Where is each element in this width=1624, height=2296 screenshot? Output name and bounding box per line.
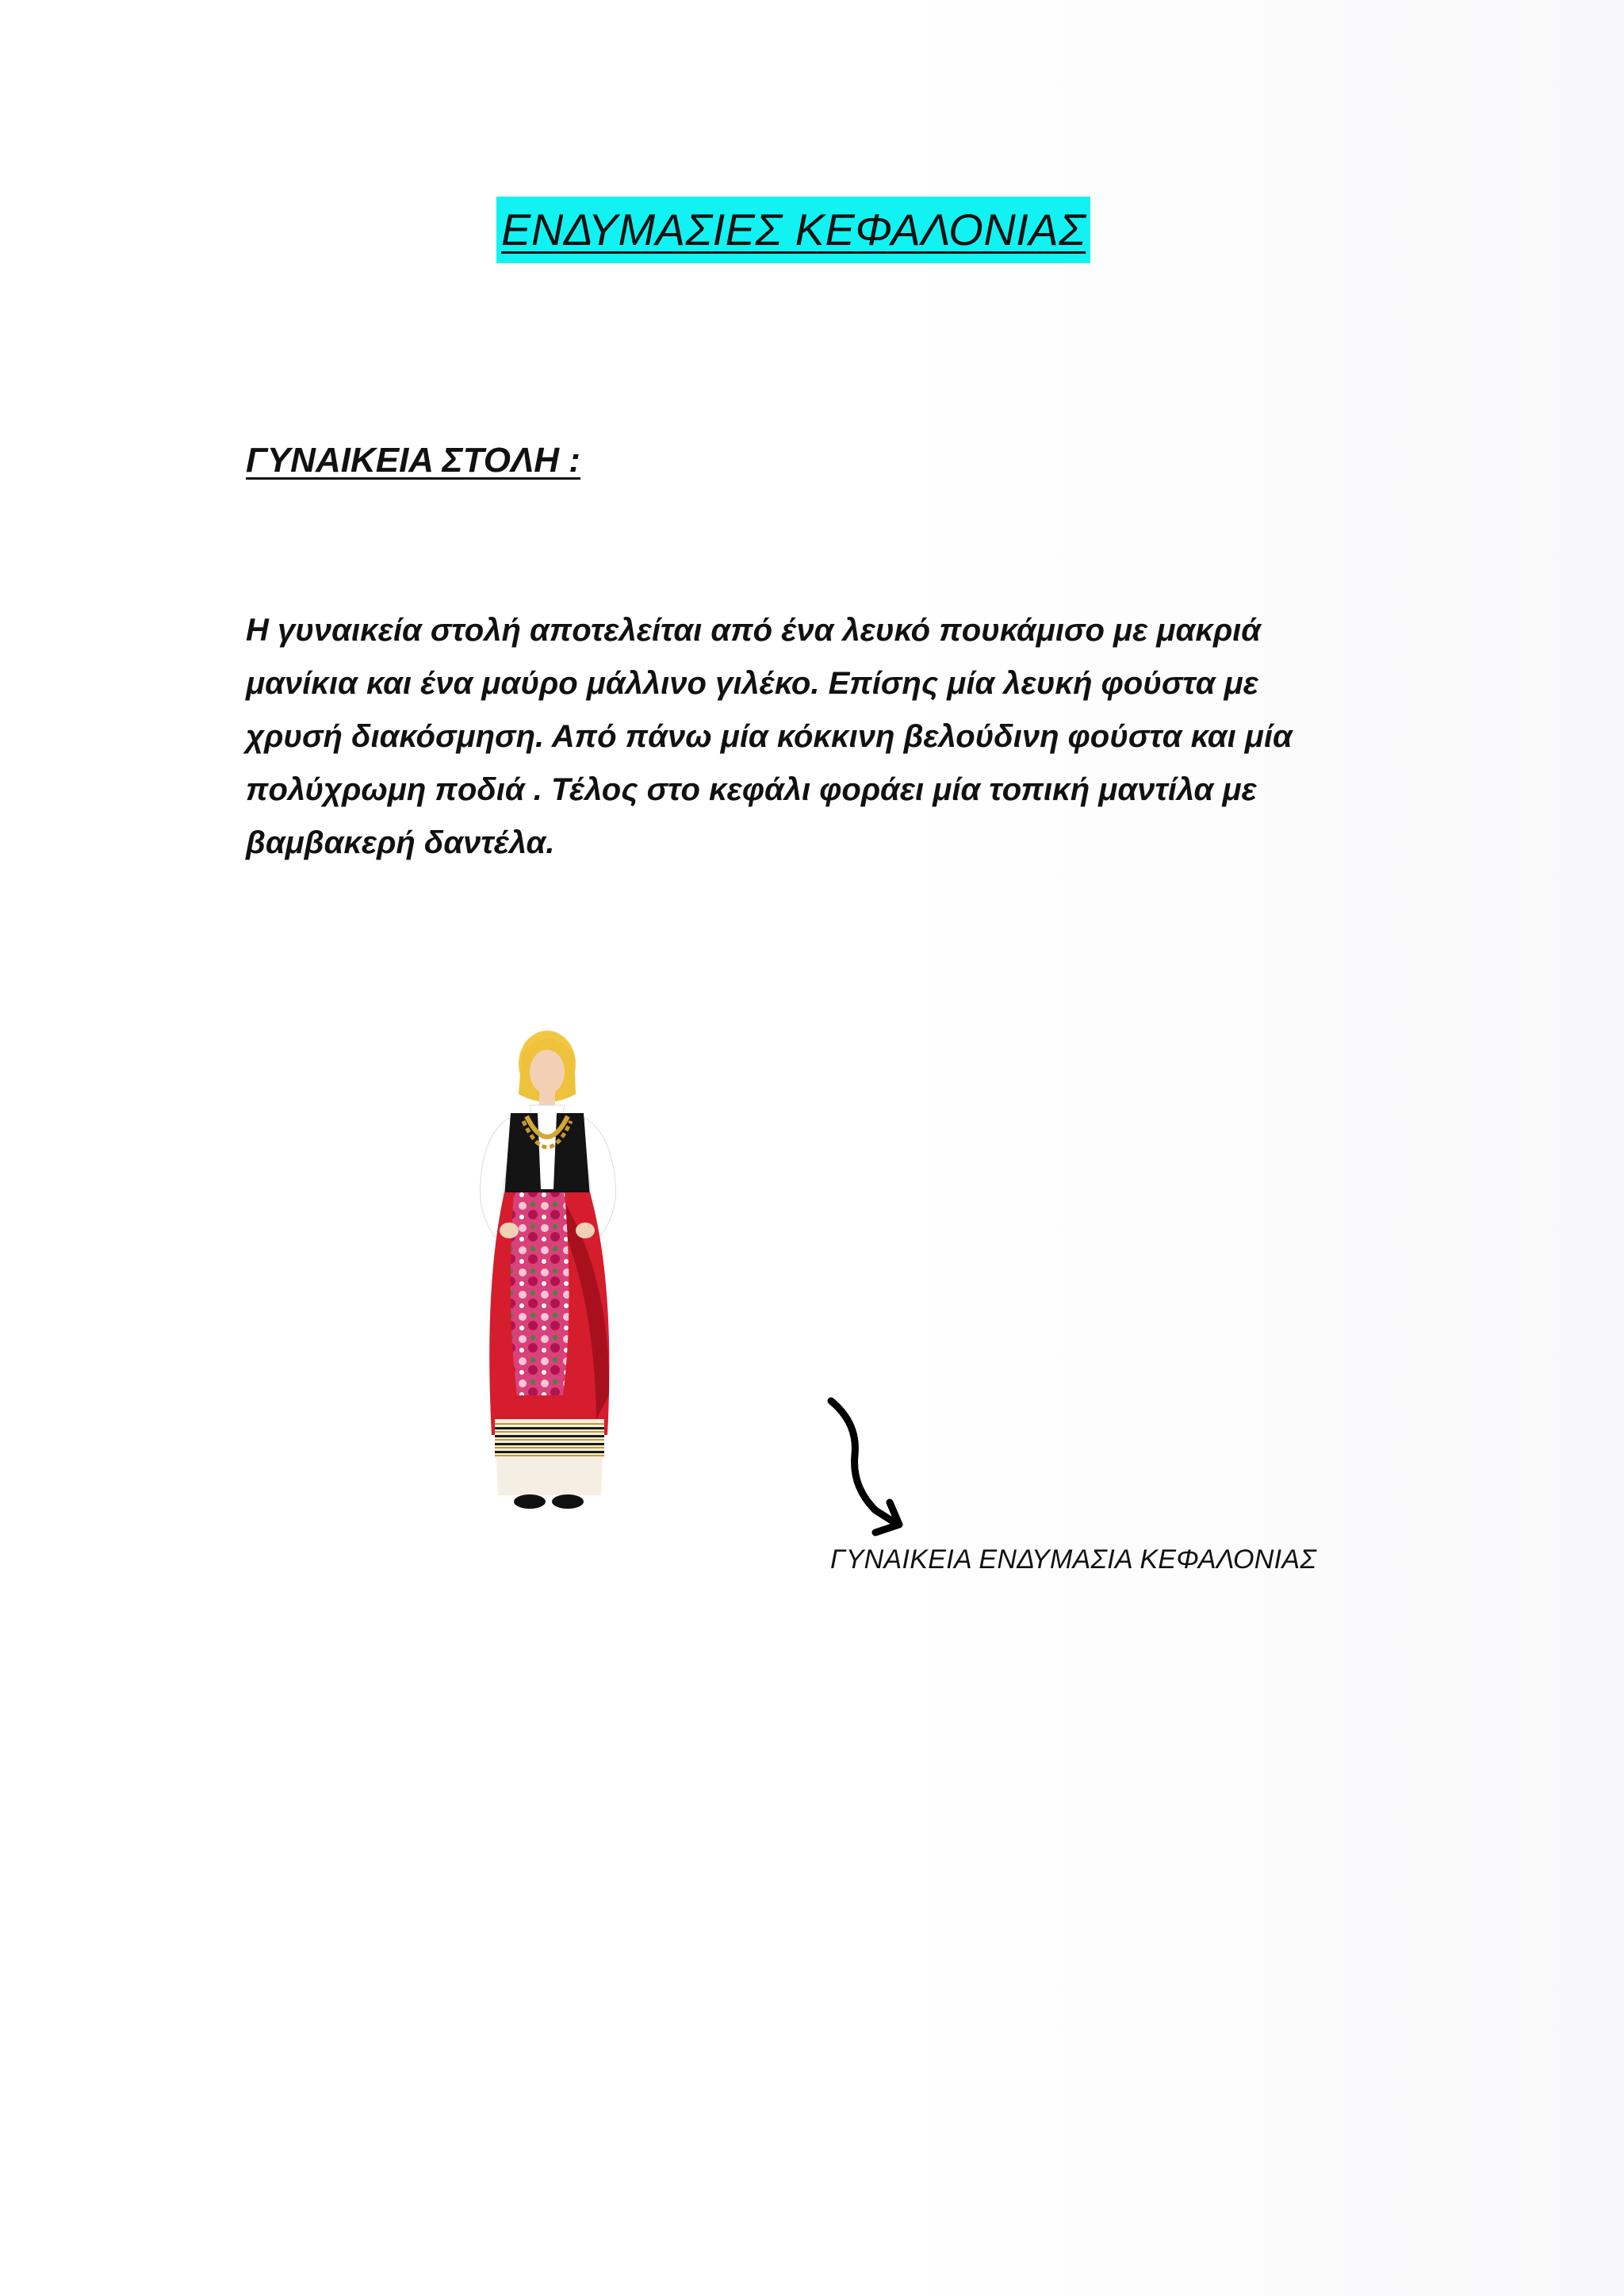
curved-arrow-icon [817, 1391, 928, 1542]
image-caption: ΓΥΝΑΙΚΕΙΑ ΕΝΔΥΜΑΣΙΑ ΚΕΦΑΛΟΝΙΑΣ [830, 1544, 1317, 1575]
body-line: Η γυναικεία στολή αποτελείται από ένα λευκό πουκάμισο με μακριά [246, 613, 1262, 648]
body-line: χρυσή διακόσμηση. Από πάνω μία κόκκινη βελούδινη φούστα και μία [246, 719, 1293, 754]
costume-photo [428, 1023, 666, 1530]
section-heading: ΓΥΝΑΙΚΕΙΑ ΣΤΟΛΗ : [246, 441, 580, 480]
body-line: μανίκια και ένα μαύρο μάλλινο γιλέκο. Επίσης μία λευκή φούστα με [246, 666, 1258, 701]
body-line: πολύχρωμη ποδιά . Τέλος στο κεφάλι φοράει μία τοπική μαντίλα με [246, 772, 1257, 807]
page-title: ΕΝΔΥΜΑΣΙΕΣ ΚΕΦΑΛΟΝΙΑΣ [496, 197, 1090, 263]
body-paragraph [246, 604, 1388, 870]
body-line: βαμβακερή δαντέλα. [246, 825, 555, 860]
